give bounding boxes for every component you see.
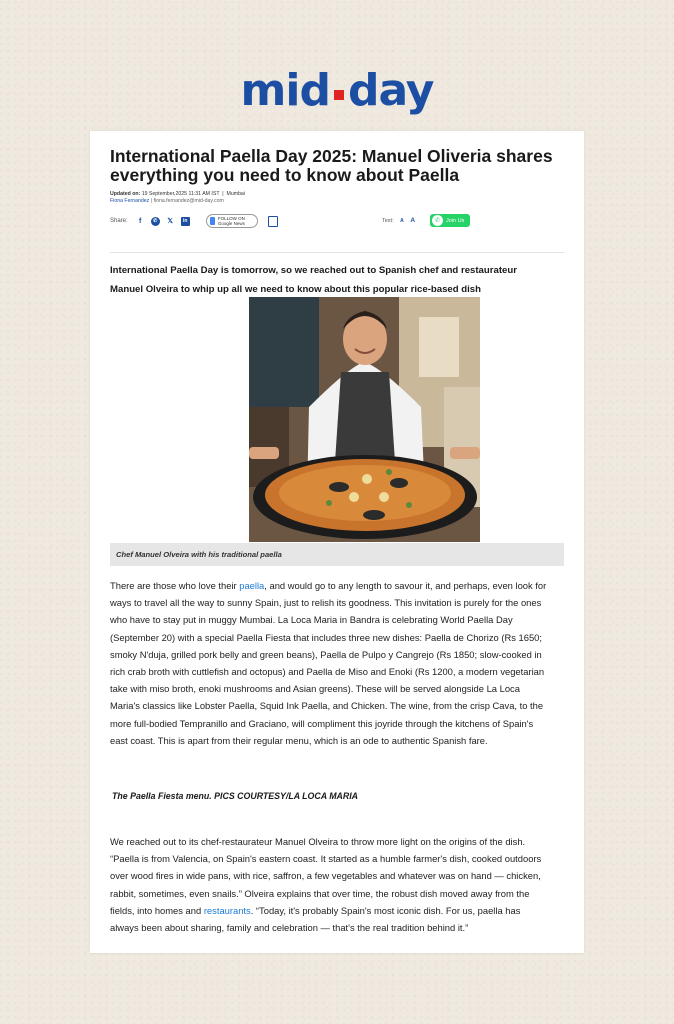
logo-text-left: mid <box>240 64 330 116</box>
google-news-icon <box>210 217 215 225</box>
paragraph-1 <box>110 577 550 749</box>
paragraph-2-rest: . “Today, it's probably Spain's most iconic dish. For us, paella has always been about sharing, family and celebration — that's the real tradition behind it.” <box>110 904 521 934</box>
restaurants-link[interactable]: restaurants <box>203 904 251 916</box>
text-decrease-button[interactable]: A <box>400 218 404 224</box>
paragraph-2-lead: We reached out to its chef-restaurateur Manuel Olveira to throw more light on the origins of the dish. “Paella is from Valencia, on Spain's eastern coast. It started as a humble farmer's dish, cooked outdoors over wood fires in wide pans, with rice, saffron, a few vegetables and whatever was on hand — chicken, rabbit, sometimes, even snails.” Olveira explains that over time, the robust dish moved away from the fields, into homes and <box>110 836 542 916</box>
linkedin-icon[interactable]: in <box>181 217 190 226</box>
share-toolbar <box>110 213 564 229</box>
logo-text-right: day <box>347 64 434 116</box>
author-line: Fiona Fernandez | fiona.fernandez@mid-day.com <box>110 198 224 204</box>
article-title: International Paella Day 2025: Manuel Oliveria shares everything you need to know about Paella <box>110 146 553 185</box>
x-icon[interactable]: 𝕏 <box>167 218 173 225</box>
header-divider <box>110 252 564 253</box>
google-news-button[interactable] <box>206 214 258 228</box>
logo-dot <box>334 90 344 100</box>
menu-caption: The Paella Fiesta menu. PICS COURTESY/LA LOCA MARIA <box>112 791 359 801</box>
whatsapp-icon[interactable]: ✆ <box>151 217 160 226</box>
paragraph-1-lead: There are those who love their <box>110 580 240 591</box>
text-size-label: Text: <box>382 218 394 224</box>
whatsapp-logo-icon: ✆ <box>432 215 443 226</box>
site-logo[interactable] <box>0 62 674 118</box>
chef-paella-photo <box>249 297 480 542</box>
photo-caption: Chef Manuel Olveira with his traditional paella <box>110 543 564 566</box>
article-meta: Updated on: 19 September,2025 11:31 AM IST | Mumbai <box>110 191 245 197</box>
bookmark-icon[interactable] <box>268 216 278 227</box>
author-name[interactable]: Fiona Fernandez <box>110 198 150 204</box>
location: Mumbai <box>226 191 245 197</box>
updated-label: Updated on: <box>110 191 141 197</box>
text-increase-button[interactable]: A <box>410 217 416 224</box>
article-card <box>90 131 584 953</box>
text-size-control <box>382 217 415 224</box>
updated-value: 19 September,2025 11:31 AM IST <box>141 191 220 197</box>
article-lede: International Paella Day is tomorrow, so we reached out to Spanish chef and restaurateur Manuel Olveira to whip up all we need to know about this popular rice-based dish <box>110 265 517 295</box>
paella-link[interactable]: paella <box>239 580 265 591</box>
paragraph-2 <box>110 833 550 936</box>
author-email[interactable]: fiona.fernandez@mid-day.com <box>153 198 224 204</box>
google-news-label: FOLLOW ON Google News <box>217 216 245 226</box>
share-label: Share: <box>110 218 128 224</box>
paragraph-1-rest: , and would go to any length to savour it, and perhaps, even look for ways to travel all the way to sunny Spain, just to relish its goodness. This invitation is purely for the ones who have to stay put in muggy Mumbai. La Loca Maria in Bandra is celebrating World Paella Day (September 20) with a special Paella Fiesta that includes three new dishes: Paella de Chorizo (Rs 1650; smoky N'duja, grilled pork belly and green beans), Paella de Pulpo y Cangrejo (Rs 1850; slow-cooked in rich crab broth with cuttlefish and octopus) and Paella de Miso and Enoki (Rs 1200, a modern vegetarian take with miso broth, enoki mushrooms and Asian greens). These will be served alongside La Loca Maria's classics like Lobster Paella, Squid Ink Paella, and Chicken. The wine, from the crisp Cava, to the more full-bodied Tempranillo and Graciano, will compliment this joyride through the kitchens of Spain's east coast. This is apart from their regular menu, which is an ode to authentic Spanish fare. <box>110 580 547 746</box>
join-label: Join Us <box>446 217 465 224</box>
join-whatsapp-button[interactable] <box>430 214 470 227</box>
facebook-icon[interactable]: f <box>139 217 142 225</box>
